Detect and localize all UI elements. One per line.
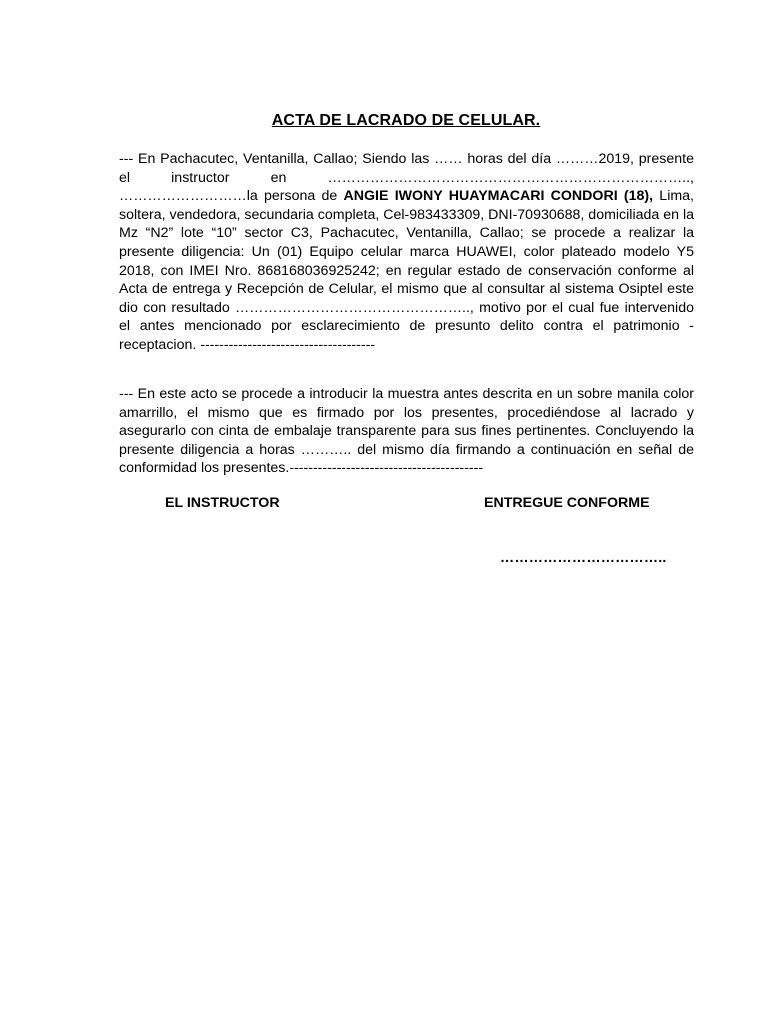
signature-label-instructor: EL INSTRUCTOR bbox=[165, 495, 280, 511]
paragraph-2: --- En este acto se procede a introducir la muestra antes descrita en un sobre manila color amarrillo, el mismo que es firmado por los presentes, procediéndose al lacrado y asegurarlo con cinta de embalaje transparente para sus fines pertinentes. Concluyendo la presente diligencia a horas ……….. del mismo día firmando a continuación en señal de conformidad los presentes.----------------------------------------- bbox=[119, 386, 694, 477]
paragraph-1 bbox=[119, 150, 694, 355]
paragraph-1-intro: --- En Pachacutec, Ventanilla, Callao; Siendo las …… horas del día ………2019, presente el instructor en ………………………………………………………………….., ………………………la persona de bbox=[119, 151, 694, 205]
paragraph-1-body: Lima, soltera, vendedora, secundaria completa, Cel-983433309, DNI-70930688, domiciliada en la Mz “N2” lote “10” sector C3, Pachacutec, Ventanilla, Callao; se procede a realizar la presente diligencia: Un (01) Equipo celular marca HUAWEI, color plateado modelo Y5 2018, con IMEI Nro. 868168036925242; en regular estado de conservación conforme al Acta de entrega y Recepción de Celular, el mismo que al consultar al sistema Osiptel este dio con resultado ………………………………………….., motivo por el cual fue intervenido el antes mencionado por esclarecimiento de presunto delito contra el patrimonio - receptacion. ------------------------------------- bbox=[119, 188, 694, 353]
signature-line: …………………………….. bbox=[500, 550, 667, 566]
person-name: ANGIE IWONY HUAYMACARI CONDORI (18), bbox=[343, 188, 654, 205]
signature-label-entregue-conforme: ENTREGUE CONFORME bbox=[484, 495, 650, 511]
document-title: ACTA DE LACRADO DE CELULAR. bbox=[271, 112, 541, 129]
